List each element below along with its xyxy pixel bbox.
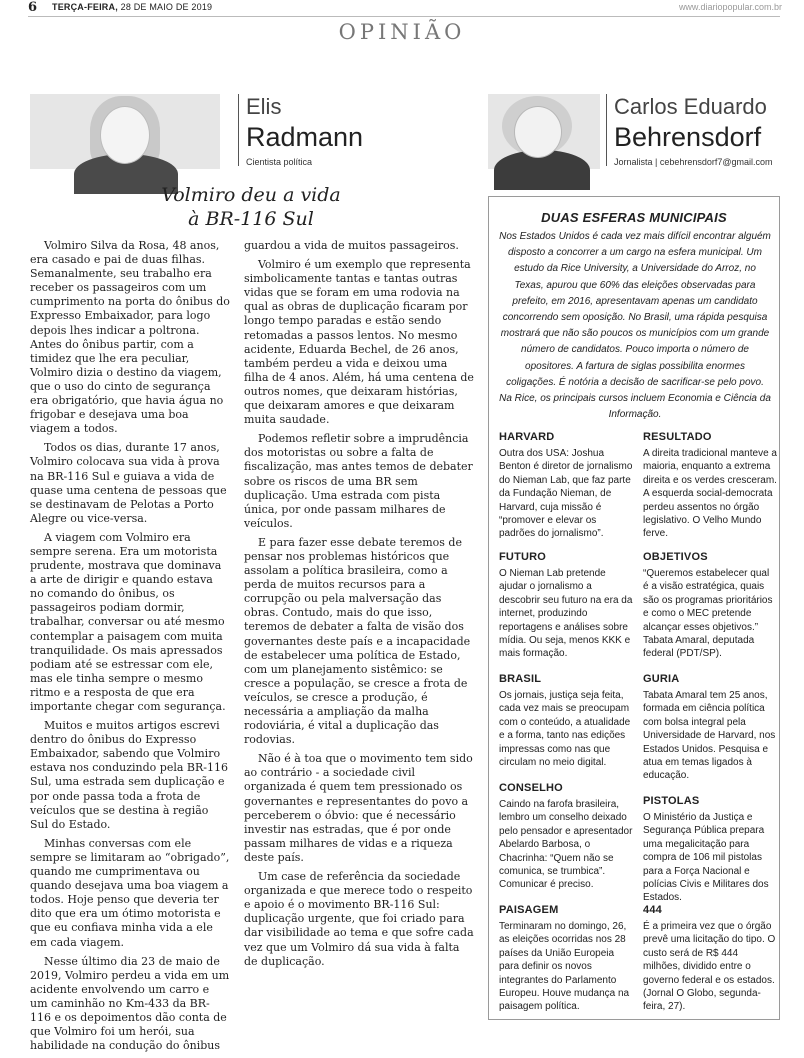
note-brasil [499,673,633,769]
header-divider [28,16,780,17]
paragraph: Todos os dias, durante 17 anos, Volmiro colocava sua vida à prova na BR-116 Sul e guiava a vida de quase uma centena de pessoas que se destinavam de Pelotas a Porto Alegre ou vice-versa. [30,441,227,525]
site-url[interactable]: www.diariopopular.com.br [678,2,782,12]
page-header [0,0,804,16]
paragraph: Não é à toa que o movimento tem sido ao contrário - a sociedade civil organizada é quem tem pressionado os governantes e representantes do povo a perceberem o óbvio: que é necessário investir nas estradas, que é por onde passam milhares de vidas e a riqueza deste país. [244,752,473,864]
headline-line-2: à BR-116 Sul [188,208,314,230]
note-heading: BRASIL [499,673,542,685]
note-body: “Queremos estabelecer qual é a visão estratégica, quais são os programas prioritários e como o MEC pretende alcançar esses objetivos.” Tabata Amaral, deputada federal (PDT/SP). [643,568,773,660]
article-column-1 [30,239,230,1058]
paragraph: Podemos refletir sobre a imprudência dos motoristas ou sobre a falta de fiscalização, mas antes temos de debater sobre os riscos de uma BR sem duplicação. Uma estrada com pista única, por onde passam milhares de veículos. [244,432,473,530]
paragraph: Volmiro é um exemplo que representa simbolicamente tantas e tantas outras vidas que se foram em uma rodovia na qual as obras de duplicação ficaram por longo tempo paradas e estão sendo retomadas a passos lentos. No mesmo acidente, Eduarda Bechel, de 26 anos, também perdeu a vida e deixou uma filha de 4 anos. Além, há uma centena de outros nomes, que deixaram histórias, que deixaram amores e que deixaram muita saudade. [244,258,474,427]
author-divider-left [238,94,239,166]
note-heading: HARVARD [499,431,555,443]
note-body: Terminaram no domingo, 26, as eleições ocorridas nos 28 países da União Europeia para definir os novos integrantes do Parlamento Europeu. Houve mudança na paisagem política. [499,921,630,1013]
note-heading: PISTOLAS [643,795,700,807]
paragraph: Nesse último dia 23 de maio de 2019, Volmiro perdeu a vida em um acidente envolvendo um carro e um caminhão no Km-433 da BR-116 e os depoimentos dão conta de que Volmiro foi um herói, sua habilidade na condução do ônibus [30,954,230,1053]
column-box [488,196,780,1020]
weekday: TERÇA-FEIRA, [52,2,118,12]
note-heading: FUTURO [499,551,547,563]
date: 28 DE MAIO DE 2019 [120,2,213,12]
note-body: Outra dos USA: Joshua Benton é diretor de jornalismo do Nieman Lab, que faz parte da Fundação Nieman, de Harvard, cuja missão é “promover e elevar os padrões do jornalismo”. [499,448,633,540]
author-left-role: Cientista política [246,157,313,167]
dateline [52,2,212,12]
column-title: DUAS ESFERAS MUNICIPAIS [541,210,727,225]
paragraph: E para fazer esse debate teremos de pensar nos problemas históricos que assolam a política brasileira, como a perda de muitos recursos para a corrupção ou pela malversação das obras. Contudo, mais do que isso, teremos de debater a falta de visão dos governantes deste país e a incapacidade de estabelecer uma política de Estado, com um planejamento sistêmico: se cresce a população, se cresce a frota de veículos, se cresce a produção, é necessária a ampliação da malha rodoviária, é vital a duplicação das rodovias. [244,535,471,747]
note-body: Caindo na farofa brasileira, lembro um conselho deixado pelo pensador e apresentador Abelardo Barbosa, o Chacrinha: “Quem não se comunica, se trumbica”. Comunicar é preciso. [499,799,633,891]
note-body: Tabata Amaral tem 25 anos, formada em ciência política com bolsa integral pela Universidade de Harvard, nos Estados Unidos. Pesquisa e atua em temas ligados à educação. [643,690,776,782]
note-heading: OBJETIVOS [643,551,708,563]
author-photo-right [488,94,600,169]
note-futuro [499,551,633,661]
article-headline [30,183,472,231]
paragraph: Um case de referência da sociedade organizada e que merece todo o respeito e apoio é o movimento BR-116 Sul: duplicação urgente, que foi criado para dar visibilidade ao tema e que sofre cada vez que um Volmiro dá sua vida à falta de duplicação. [244,870,474,968]
note-body: É a primeira vez que o órgão prevê uma licitação do tipo. O custo será de R$ 444 milhões, dividido entre o governo federal e os estados. (Jornal O Globo, segunda-feira, 27). [643,921,776,1013]
note-body: Os jornais, justiça seja feita, cada vez mais se preocupam com o conteúdo, a atualidade e a forma, tanto nas edições impressas como nas que circulam no meio digital. [499,690,631,769]
author-divider-right [606,94,607,166]
section-title: OPINIÃO [338,20,466,44]
author-right-first-name: Carlos Eduardo [614,94,767,119]
note-heading: GURIA [643,673,680,685]
author-left-last-name: Radmann [246,122,364,152]
page-number: 6 [28,0,38,15]
paragraph: A viagem com Volmiro era sempre serena. Era um motorista prudente, mostrava que dominava a arte de dirigir e quando estava no comando do ônibus, os passageiros podiam dormir, trabalhar, conversar ou até mesmo contemplar a paisagem com muita tranquilidade. Os mais apressados podiam até se estressar com ele, mas ele tinha sempre o mesmo ritmo e a resposta de que era importante chegar com segurança. [30,530,226,713]
column-intro: Nos Estados Unidos é cada vez mais difícil encontrar alguém disposto a concorrer a um cargo na esfera municipal. Um estudo da Rice University, a Universidade do Arroz, no Texas, apurou que 60% das eleições observadas para prefeito, em 2016, apresentavam apenas um candidato concorrendo sem oposição. No Brasil, uma rápida pesquisa mostrará que não são poucos os municípios com um grande número de candidatos. Pouco importa o número de opositores. A fartura de siglas possibilita enormes coligações. É notória a decisão de sacrificar-se pelo povo. Na Rice, os principais cursos incluem Economia e Ciência da Informação. [499,231,771,421]
note-conselho [499,782,633,892]
note-body: A direita tradicional manteve a maioria, enquanto a extrema direita e os verdes cresceram. A esquerda social-democrata perdeu assentos no órgão legislativo. O Velho Mundo ferve. [643,448,777,540]
note-heading: CONSELHO [499,782,563,794]
note-harvard [499,431,633,541]
author-right-role: Jornalista | cebehrensdorf7@gmail.com [614,157,773,167]
author-left-first-name: Elis [246,94,282,119]
note-444 [643,904,777,1014]
paragraph: Muitos e muitos artigos escrevi dentro do ônibus do Expresso Embaixador, sabendo que Volmiro estava nos conduzindo pela BR-116 Sul, uma estrada sem duplicação e por onde passa toda a frota de veículos que se destina à região Sul do Estado. [30,719,229,831]
paragraph: Volmiro Silva da Rosa, 48 anos, era casado e pai de duas filhas. Semanalmente, seu trabalho era receber os passageiros com um cumprimento na porta do ônibus do Expresso Embaixador, para logo depois lhes indicar a poltrona. Antes do ônibus partir, com a timidez que lhe era peculiar, Volmiro dizia o destino da viagem, que o uso do cinto de segurança era obrigatório, que havia água no frigobar e desejava uma boa viagem a todos. [30,239,230,436]
note-heading: 444 [643,904,662,916]
note-heading: PAISAGEM [499,904,559,916]
note-guria [643,673,777,783]
author-right-last-name: Behrensdorf [614,122,762,152]
note-body: O Nieman Lab pretende ajudar o jornalismo a descobrir seu futuro na era da internet, produzindo reportagens e análises sobre mídia. Ou seja, menos KKK e mais formação. [499,568,633,660]
note-pistolas [643,795,777,905]
note-heading: RESULTADO [643,431,712,443]
note-resultado [643,431,777,541]
author-photo-left [30,94,220,169]
note-paisagem [499,904,633,1014]
paragraph: guardou a vida de muitos passageiros. [244,239,459,252]
paragraph: Minhas conversas com ele sempre se limitaram ao “obrigado”, quando me cumprimentava ou quando desejava uma boa viagem a todos. Hoje penso que deveria ter dito que era um ótimo motorista e que eu confiava minha vida a ele em cada viagem. [30,836,230,949]
headline-line-1: Volmiro deu a vida [161,184,341,206]
note-body: O Ministério da Justiça e Segurança Pública prepara uma megalicitação para compra de 106 mil pistolas para a Força Nacional e polícias Civis e Militares dos Estados. [643,812,769,904]
note-objetivos [643,551,777,661]
article-column-2 [244,239,474,974]
